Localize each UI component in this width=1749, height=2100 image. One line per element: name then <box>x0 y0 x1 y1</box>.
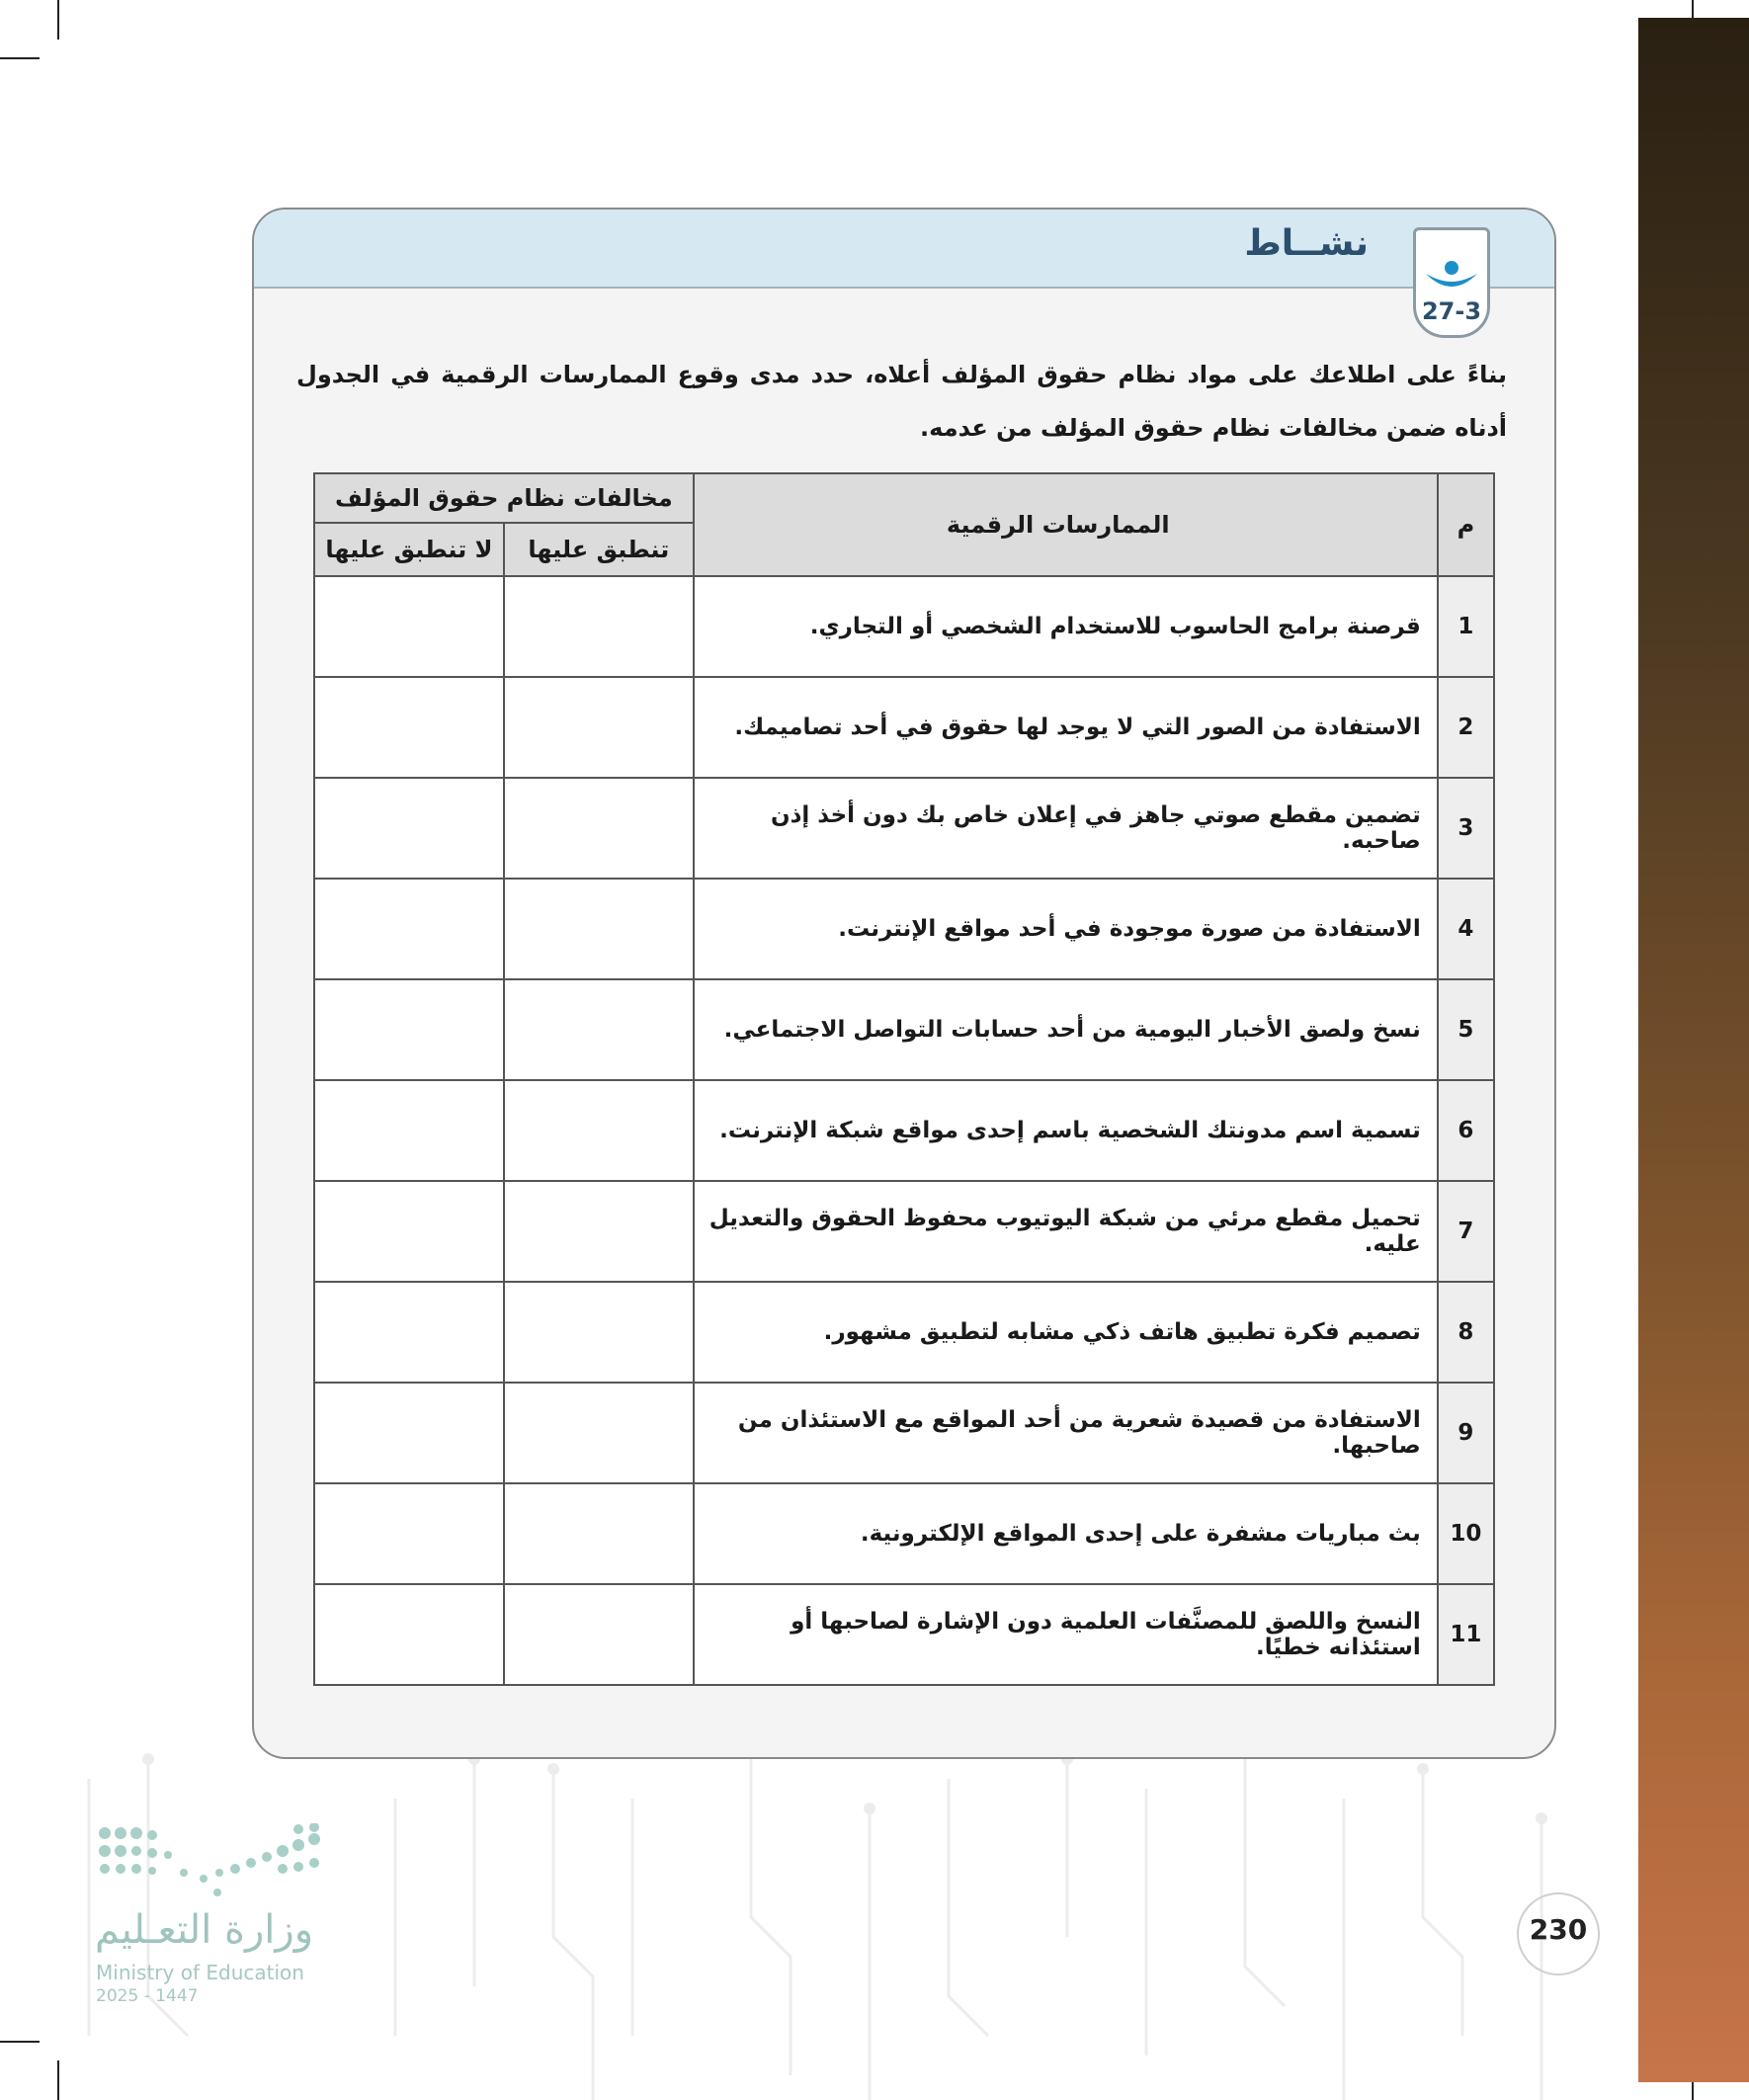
activity-instructions: بناءً على اطلاعك على مواد نظام حقوق المؤلف أعلاه، حدد مدى وقوع الممارسات الرقمية في الجدول أدناه ضمن مخالفات نظام حقوق المؤلف من عدمه. <box>296 361 1507 442</box>
row-number: 5 <box>1438 979 1494 1080</box>
activity-badge <box>1413 227 1490 338</box>
practice-text: الاستفادة من الصور التي لا يوجد لها حقوق في أحد تصاميمك. <box>694 677 1438 778</box>
row-number: 8 <box>1438 1282 1494 1383</box>
applies-answer-cell[interactable] <box>504 1080 694 1181</box>
header-practices: الممارسات الرقمية <box>694 473 1438 576</box>
table-row <box>314 778 1494 879</box>
row-number: 2 <box>1438 677 1494 778</box>
not-applies-answer-cell[interactable] <box>314 879 504 979</box>
table-row <box>314 1383 1494 1483</box>
ministry-year: 2025 - 1447 <box>96 1986 199 2006</box>
activity-title: نشــاط <box>1244 223 1369 264</box>
applies-answer-cell[interactable] <box>504 879 694 979</box>
applies-answer-cell[interactable] <box>504 1282 694 1383</box>
row-number: 3 <box>1438 778 1494 879</box>
row-number: 6 <box>1438 1080 1494 1181</box>
not-applies-answer-cell[interactable] <box>314 1080 504 1181</box>
not-applies-answer-cell[interactable] <box>314 1584 504 1685</box>
header-violations: مخالفات نظام حقوق المؤلف <box>314 473 694 523</box>
ministry-logo <box>95 1823 322 1902</box>
table-row <box>314 576 1494 677</box>
header-applies: تنطبق عليها <box>504 523 694 576</box>
table-row <box>314 879 1494 979</box>
header-not-applies: لا تنطبق عليها <box>314 523 504 576</box>
crop-mark <box>57 0 59 40</box>
practice-text: تسمية اسم مدونتك الشخصية باسم إحدى مواقع شبكة الإنترنت. <box>694 1080 1438 1181</box>
row-number: 1 <box>1438 576 1494 677</box>
activity-code: 27-3 <box>1421 297 1482 325</box>
crop-mark <box>0 57 40 59</box>
not-applies-answer-cell[interactable] <box>314 1282 504 1383</box>
table-row <box>314 1181 1494 1282</box>
applies-answer-cell[interactable] <box>504 576 694 677</box>
table-row <box>314 1282 1494 1383</box>
applies-answer-cell[interactable] <box>504 1483 694 1584</box>
row-number: 4 <box>1438 879 1494 979</box>
table-body <box>314 576 1494 1685</box>
table-row <box>314 979 1494 1080</box>
not-applies-answer-cell[interactable] <box>314 1181 504 1282</box>
applies-answer-cell[interactable] <box>504 677 694 778</box>
activity-header <box>254 210 1554 289</box>
practice-text: النسخ واللصق للمصنَّفات العلمية دون الإشارة لصاحبها أو استئذانه خطيًا. <box>694 1584 1438 1685</box>
not-applies-answer-cell[interactable] <box>314 677 504 778</box>
practice-text: تصميم فكرة تطبيق هاتف ذكي مشابه لتطبيق مشهور. <box>694 1282 1438 1383</box>
digital-practices-table <box>313 472 1495 1686</box>
table-row <box>314 1080 1494 1181</box>
practice-text: الاستفادة من قصيدة شعرية من أحد المواقع مع الاستئذان من صاحبها. <box>694 1383 1438 1483</box>
row-number: 10 <box>1438 1483 1494 1584</box>
row-number: 11 <box>1438 1584 1494 1685</box>
practice-text: بث مباريات مشفرة على إحدى المواقع الإلكترونية. <box>694 1483 1438 1584</box>
not-applies-answer-cell[interactable] <box>314 778 504 879</box>
applies-answer-cell[interactable] <box>504 1584 694 1685</box>
applies-answer-cell[interactable] <box>504 778 694 879</box>
hand-icon <box>1424 260 1479 299</box>
practice-text: الاستفادة من صورة موجودة في أحد مواقع الإنترنت. <box>694 879 1438 979</box>
not-applies-answer-cell[interactable] <box>314 1383 504 1483</box>
table-row <box>314 1584 1494 1685</box>
ministry-name-english: Ministry of Education <box>96 1961 304 1984</box>
ministry-name-arabic: وزارة التعـليم <box>95 1907 314 1953</box>
practice-text: قرصنة برامج الحاسوب للاستخدام الشخصي أو التجاري. <box>694 576 1438 677</box>
header-number: م <box>1438 473 1494 576</box>
row-number: 7 <box>1438 1181 1494 1282</box>
applies-answer-cell[interactable] <box>504 1383 694 1483</box>
side-color-band <box>1638 18 1749 2082</box>
not-applies-answer-cell[interactable] <box>314 576 504 677</box>
not-applies-answer-cell[interactable] <box>314 979 504 1080</box>
applies-answer-cell[interactable] <box>504 1181 694 1282</box>
page-number: 230 <box>1529 1913 1588 1946</box>
applies-answer-cell[interactable] <box>504 979 694 1080</box>
table-row <box>314 1483 1494 1584</box>
table-row <box>314 677 1494 778</box>
row-number: 9 <box>1438 1383 1494 1483</box>
practice-text: تحميل مقطع مرئي من شبكة اليوتيوب محفوظ الحقوق والتعديل عليه. <box>694 1181 1438 1282</box>
practice-text: تضمين مقطع صوتي جاهز في إعلان خاص بك دون أخذ إذن صاحبه. <box>694 778 1438 879</box>
practice-text: نسخ ولصق الأخبار اليومية من أحد حسابات التواصل الاجتماعي. <box>694 979 1438 1080</box>
not-applies-answer-cell[interactable] <box>314 1483 504 1584</box>
